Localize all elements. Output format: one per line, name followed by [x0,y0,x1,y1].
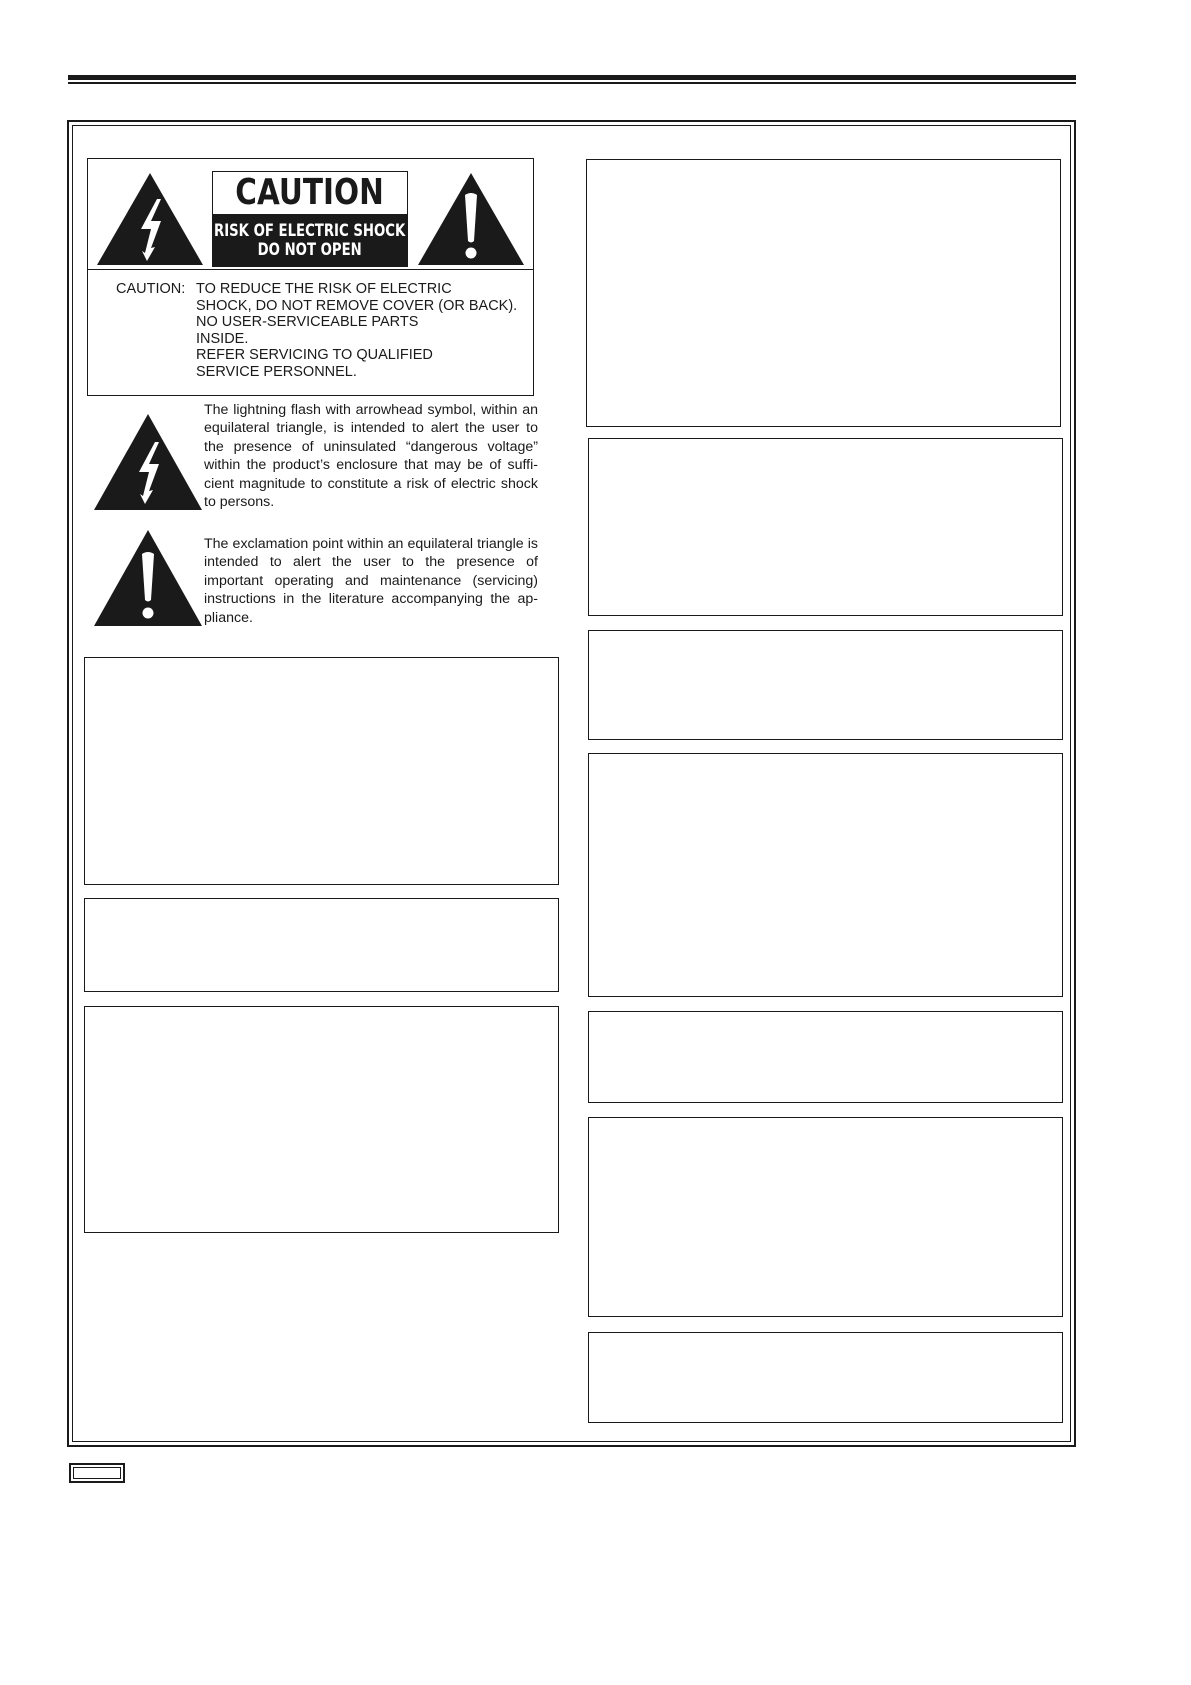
right-notice-box-7 [588,1332,1063,1423]
shock-line-2: DO NOT OPEN [257,240,363,260]
caution-label [87,158,534,396]
caption-line: REFER SERVICING TO QUALIFIED [196,347,433,363]
caption-line: SHOCK, DO NOT REMOVE COVER (OR BACK). [196,297,518,314]
right-notice-box-4 [588,753,1063,997]
caption-line: INSIDE. [196,330,249,347]
shock-warning-box [212,215,408,267]
caption-line: NO USER-SERVICEABLE PARTS [196,314,419,330]
caption-line: TO REDUCE THE RISK OF ELECTRIC [196,281,452,297]
right-notice-box-1 [586,159,1061,427]
right-notice-box-6 [588,1117,1063,1317]
header-rule-thin [68,82,1076,84]
right-notice-box-2 [588,438,1063,616]
right-notice-box-5 [588,1011,1063,1103]
lightning-warning-icon [95,171,205,267]
header-rule-thick [68,75,1076,80]
page-number-box [69,1463,125,1483]
caption-head: CAUTION: [116,281,186,297]
caption-line: SERVICE PERSONNEL. [196,363,357,380]
caption-body [196,281,517,380]
left-notice-box-3 [84,1006,559,1233]
left-notice-box-2 [84,898,559,992]
label-divider [88,269,533,270]
exclamation-symbol-icon [92,528,204,628]
lightning-symbol-text: The lightning flash with arrowhead symbol, within an equilateral triangle, is intended to alert the user to the presence of uninsulated “dangerous voltage” within the product’s enclosure that may be of suffi-cient magnitude to constitute a risk of electric shock to persons. [204,402,538,511]
shock-line-1: RISK OF ELECTRIC SHOCK [214,221,406,241]
caution-title: CAUTION [235,172,385,213]
caution-title-box [212,171,408,215]
exclamation-symbol-text: The exclamation point within an equilateral triangle is intended to alert the user to the presence of important operating and maintenance (servicing) instructions in the literature accompanying the ap-pliance. [204,536,538,626]
left-notice-box-1 [84,657,559,885]
exclamation-warning-icon [416,171,526,267]
right-notice-box-3 [588,630,1063,740]
lightning-symbol-icon [92,412,204,512]
